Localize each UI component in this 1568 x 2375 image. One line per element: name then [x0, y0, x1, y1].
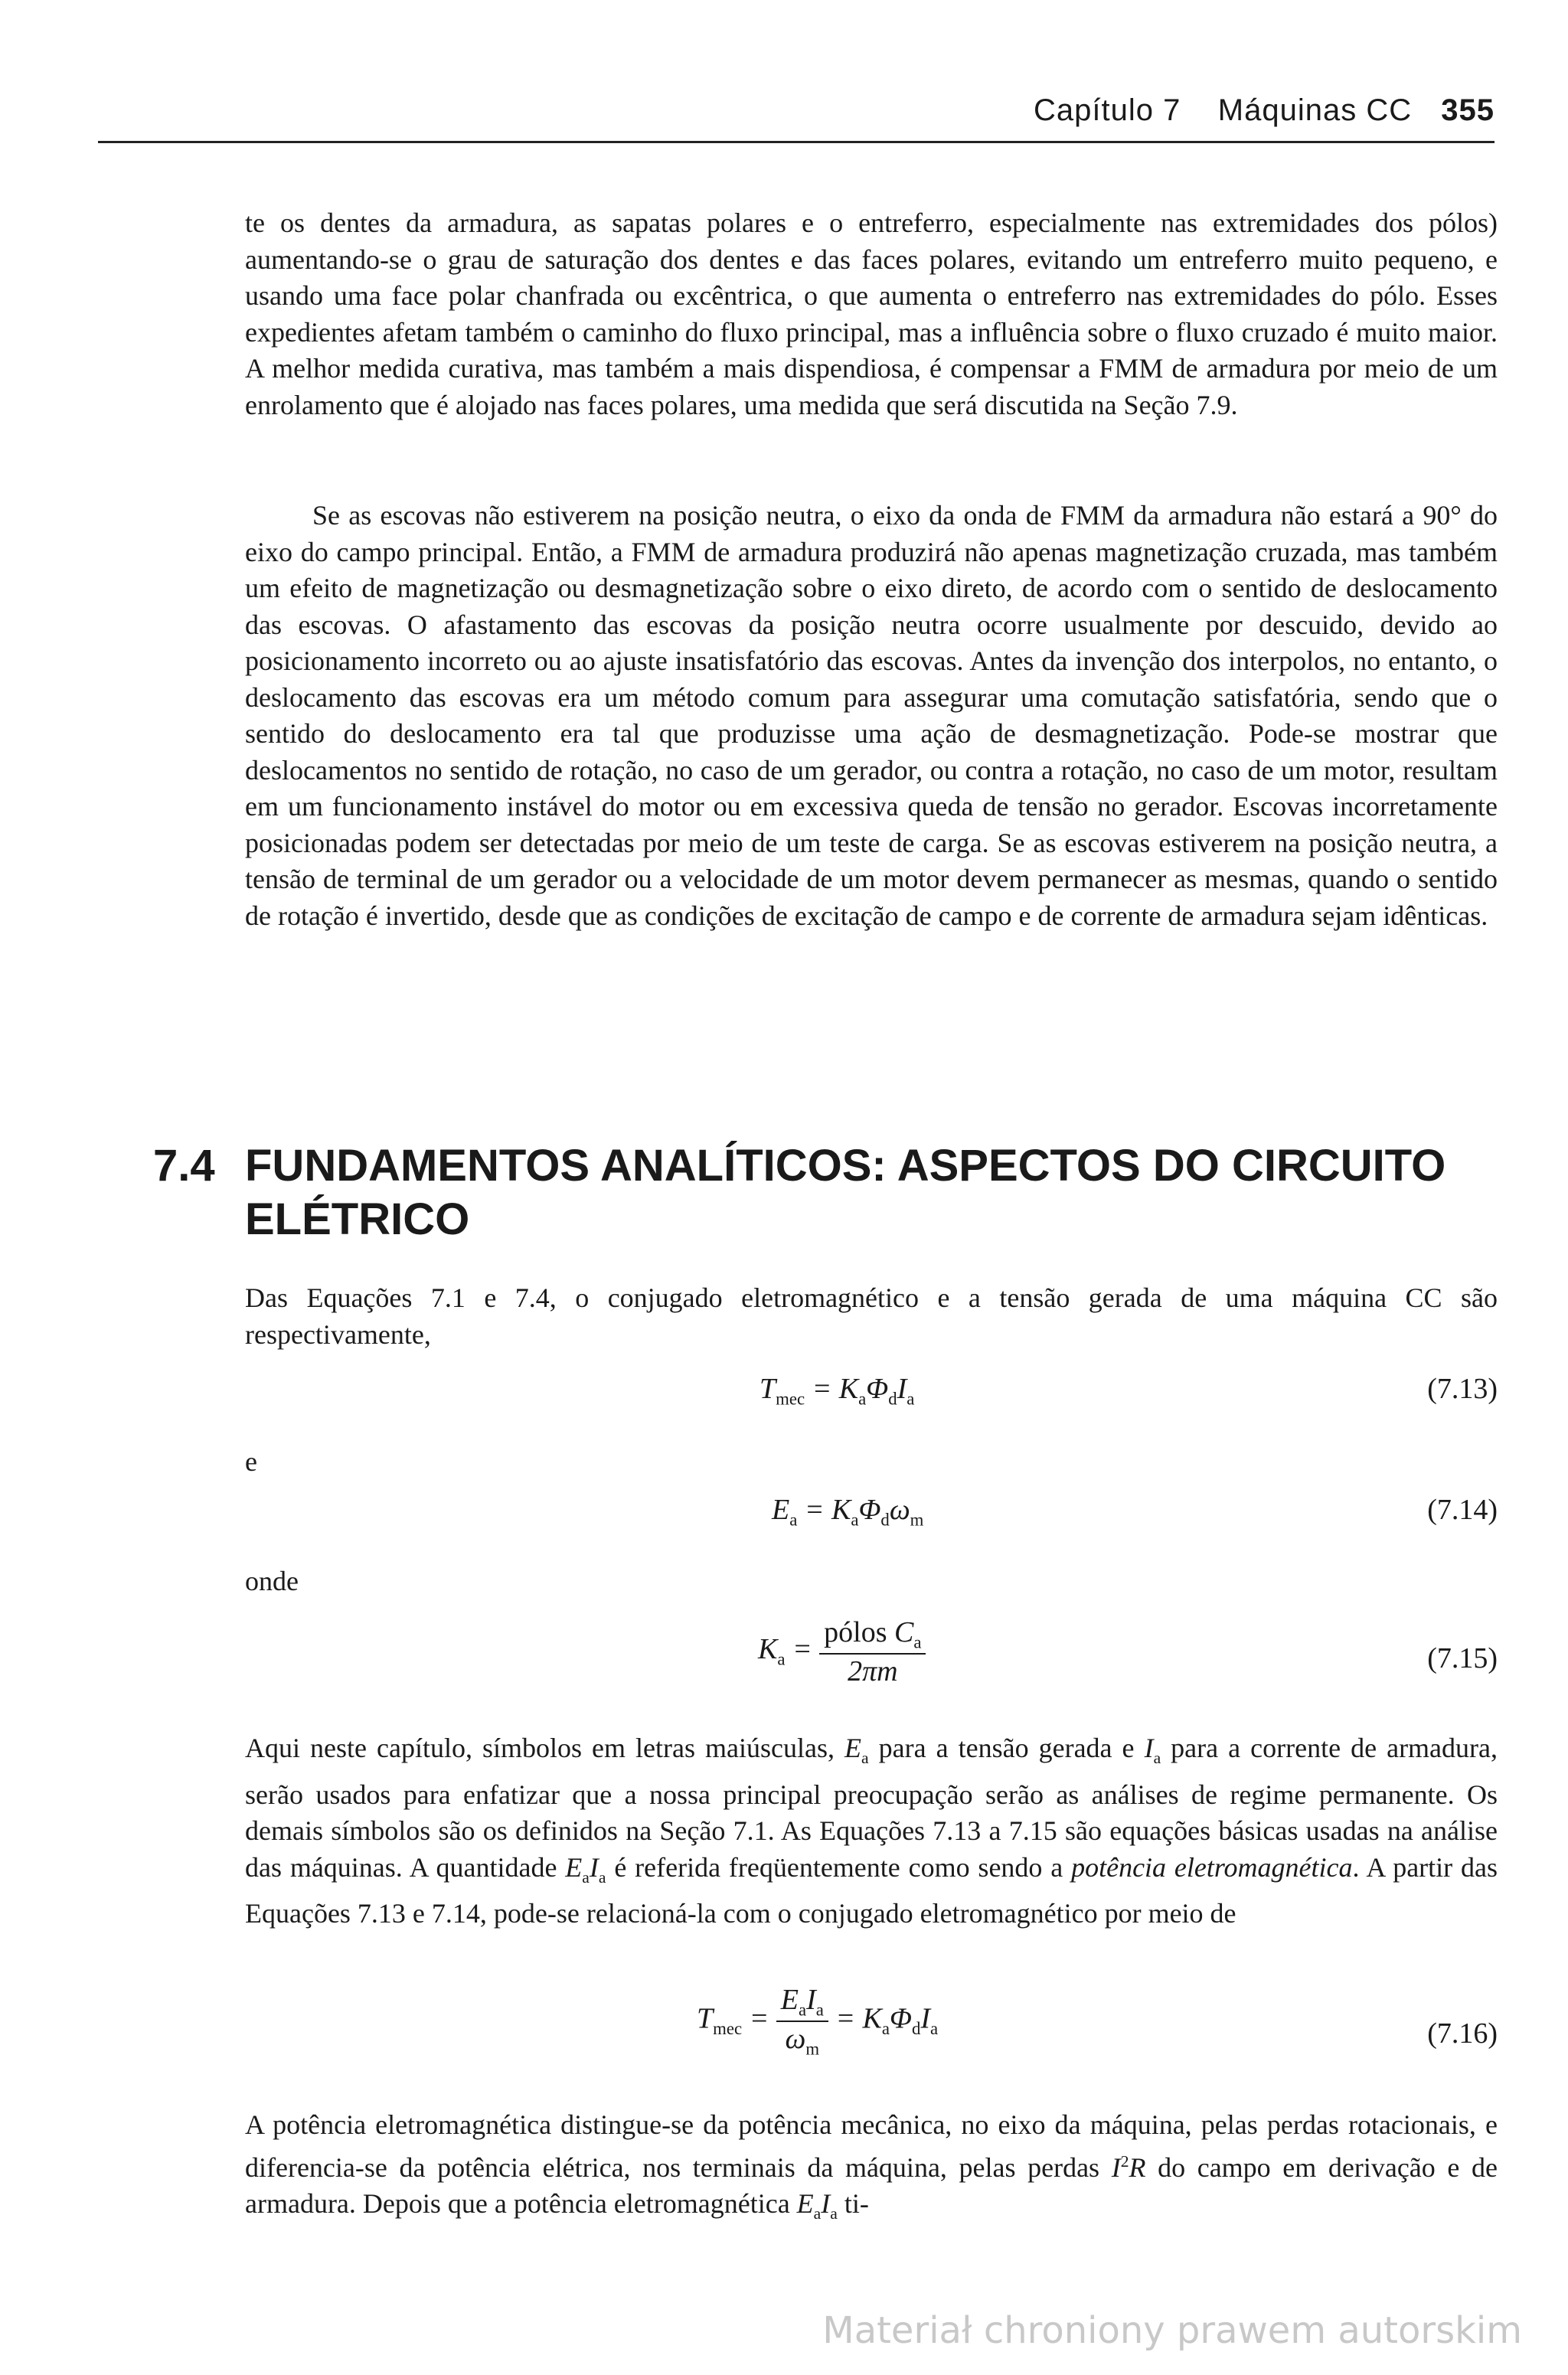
- equation-7-15: [245, 1615, 1498, 1707]
- paragraph-1: te os dentes da armadura, as sapatas polares e o entreferro, especialmente nas extremidades dos pólos) aumentando-se o grau de saturação dos dentes e das faces polares, evitando um entreferro muito pequeno, e usando uma face polar chanfrada ou excêntrica, o que aumenta o entreferro nas extremidades do pólo. Esses expedientes afetam também o caminho do fluxo principal, mas a influência sobre o fluxo cruzado é muito maior. A melhor medida curativa, mas também a mais dispendiosa, é compensar a FMM de armadura por meio de um enrolamento que é alojado nas faces polares, uma medida que será discutida na Seção 7.9.: [245, 207, 1498, 420]
- equation-7-14: [245, 1493, 1498, 1562]
- equation-7-15-formula: $K_a$ = $\frac{pólos C_a}{2\pi m}$: [758, 1615, 926, 1688]
- equation-number: (7.14): [1427, 1494, 1498, 1526]
- running-header: [98, 92, 1494, 143]
- paragraph-4-block: [245, 1730, 1498, 1932]
- header-chapter: Capítulo 7: [1034, 93, 1181, 127]
- paragraph-3-block: [245, 1280, 1498, 1353]
- page-number: 355: [1441, 93, 1494, 127]
- equation-number: (7.15): [1427, 1642, 1498, 1674]
- copyright-watermark: Materiał chroniony prawem autorskim: [822, 2309, 1522, 2352]
- paragraph-5: A potência eletromagnética distingue-se da potência mecânica, no eixo da máquina, pelas perdas rotacionais, e diferencia-se da potência elétrica, nos terminais da máquina, pelas perdas $I^2R$ do campo em derivação e de armadura. Depois que a potência eletromagnética $E_aI_a$ ti-: [245, 2109, 1498, 2223]
- emphasis-term: potência eletromagnética: [1071, 1851, 1353, 1883]
- equation-7-14-formula: $E_a = K_a\Phi_d\omega_m$: [772, 1494, 924, 1530]
- paragraph-4: Aqui neste capítulo, símbolos em letras maiúsculas, $E_a$ para a tensão gerada e $I_a$ para a corrente de armadura, serão usados para enfatizar que a nossa principal preocupação serão as análises de regime permanente. Os demais símbolos são os definidos na Seção 7.1. As Equações 7.13 a 7.15 são equações básicas usadas na análise das máquinas. A quantidade $E_aI_a$ é referida freqüentemente como sendo a potência eletromagnética. A partir das Equações 7.13 e 7.14, pode-se relacioná-la com o conjugado eletromagnético por meio de: [245, 1733, 1498, 1929]
- header-section: Máquinas CC: [1217, 93, 1413, 127]
- equation-7-13: [245, 1372, 1498, 1441]
- fraction: $\frac{pólos C_a}{2\pi m}$: [819, 1615, 926, 1688]
- paragraph-1-block: [245, 205, 1498, 423]
- equation-number: (7.16): [1427, 2017, 1498, 2050]
- equation-7-16: [245, 1983, 1498, 2083]
- section-title: FUNDAMENTOS ANALÍTICOS: ASPECTOS DO CIRCUITO ELÉTRICO: [245, 1141, 1446, 1244]
- equation-number: (7.13): [1427, 1373, 1498, 1405]
- paragraph-2: Se as escovas não estiverem na posição neutra, o eixo da onda de FMM da armadura não estará a 90° do eixo do campo principal. Então, a FMM de armadura produzirá não apenas magnetização cruzada, mas também um efeito de magnetização ou desmagnetização sobre o eixo direto, de acordo com o sentido de deslocamento das escovas. O afastamento das escovas da posição neutra ocorre usualmente por descuido, devido ao posicionamento incorreto ou ao ajuste insatisfatório das escovas. Antes da invenção dos interpolos, no entanto, o deslocamento das escovas era um método comum para assegurar uma comutação satisfatória, sendo que o sentido do deslocamento era tal que produzisse uma ação de desmagnetização. Pode-se mostrar que deslocamentos no sentido de rotação, no caso de um gerador, ou contra a rotação, no caso de um motor, resultam em um funcionamento instável do motor ou em excessiva queda de tensão no gerador. Escovas incorretamente posicionadas podem ser detectadas por meio de um teste de carga. Se as escovas estiverem na posição neutra, a tensão de terminal de um gerador ou a velocidade de um motor devem permanecer as mesmas, quando o sentido de rotação é invertido, desde que as condições de excitação de campo e de corrente de armadura sejam idênticas.: [245, 500, 1498, 931]
- section-number: 7.4: [153, 1141, 215, 1191]
- fraction: $\frac{E_aI_a}{\omega_m}$: [776, 1983, 828, 2059]
- paragraph-5-block: [245, 2107, 1498, 2233]
- connector-word-e: e: [245, 1446, 257, 1477]
- equation-7-16-formula: $T_{mec}$ = $\frac{E_aI_a}{\omega_m}$ = $K_a\Phi_dI_a$: [697, 1984, 939, 2059]
- connector-word-onde: onde: [245, 1566, 299, 1596]
- paragraph-3: Das Equações 7.1 e 7.4, o conjugado eletromagnético e a tensão gerada de uma máquina CC são respectivamente,: [245, 1282, 1498, 1350]
- header-text: [1034, 93, 1494, 128]
- equation-7-13-formula: $T_{mec} = K_a\Phi_dI_a$: [760, 1373, 915, 1409]
- paragraph-2-block: [245, 498, 1498, 934]
